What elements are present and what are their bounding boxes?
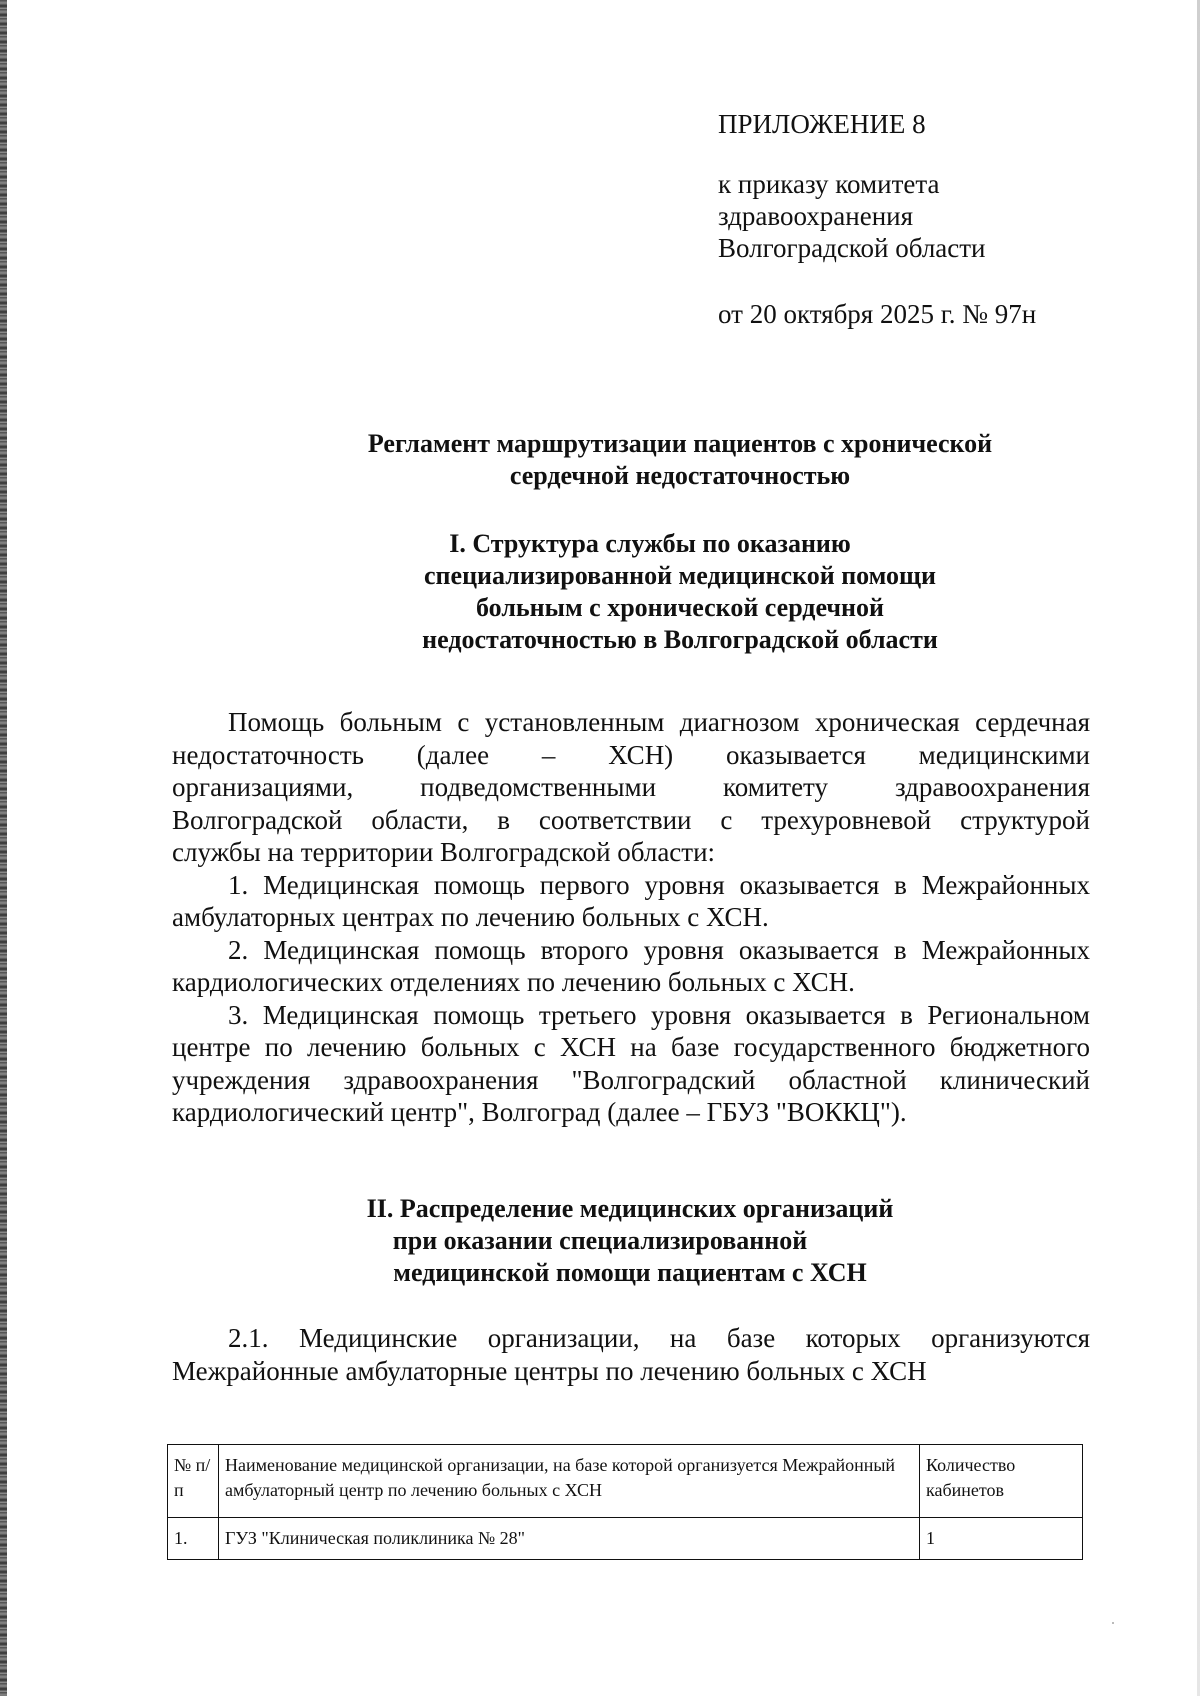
organizations-table (167, 1444, 1083, 1560)
text-line: центре по лечению больных с ХСН на базе государственного бюджетного (172, 1032, 1090, 1062)
title-line: недостаточностью в Волгоградской области (422, 625, 938, 654)
title-line: больным с хронической сердечной (476, 593, 884, 622)
appendix-date: от 20 октября 2025 г. № 97н (718, 299, 1037, 329)
document-title (330, 428, 1030, 492)
text-line: кардиологический центр", Волгоград (далее – ГБУЗ "ВОККЦ"). (172, 1097, 907, 1127)
text-line: недостаточность (далее – ХСН) оказывается медицинскими (172, 739, 1090, 770)
appendix-line: к приказу комитета (718, 169, 940, 199)
cell-cabinets: 1 (920, 1518, 1083, 1560)
title-line: II. Распределение медицинских организаций (366, 1194, 894, 1223)
text-line: Межрайонные амбулаторные центры по лечению больных с ХСН (172, 1355, 927, 1386)
text-line: службы на территории Волгоградской области: (172, 837, 716, 867)
appendix-line: Волгоградской области (718, 233, 986, 263)
cell-organization: ГУЗ "Клиническая поликлиника № 28" (219, 1518, 920, 1560)
cell-number: 1. (168, 1518, 219, 1560)
header-cabinets: Количество кабинетов (920, 1445, 1083, 1518)
title-line: специализированной медицинской помощи (424, 561, 936, 590)
text-line: амбулаторных центрах по лечению больных с ХСН. (172, 902, 769, 932)
title-line: Регламент маршрутизации пациентов с хронической (367, 429, 993, 458)
header-number: № п/п (168, 1445, 219, 1518)
text-line: организациями, подведомственными комитету здравоохранения (172, 772, 1090, 802)
text-line: кардиологических отделениях по лечению больных с ХСН. (172, 967, 855, 997)
text-line: учреждения здравоохранения "Волгоградский областной клинический (172, 1064, 1090, 1095)
title-line: сердечной недостаточностью (509, 461, 851, 490)
title-line: I. Структура службы по оказанию (449, 529, 851, 558)
title-line: при оказании специализированной (392, 1226, 808, 1255)
text-line: 1. Медицинская помощь первого уровня оказывается в Межрайонных (228, 869, 1090, 900)
text-line: 3. Медицинская помощь третьего уровня оказывается в Региональном (228, 999, 1090, 1030)
text-line: Помощь больным с установленным диагнозом хроническая сердечная (228, 707, 1090, 737)
text-line: Волгоградской области, в соответствии с трехуровневой структурой (172, 804, 1090, 835)
table-header-row (168, 1445, 1083, 1518)
table-row (168, 1518, 1083, 1560)
scan-edge-left (0, 0, 7, 1696)
paragraph-2-1 (172, 1322, 1090, 1387)
text-line: 2. Медицинская помощь второго уровня оказывается в Межрайонных (228, 934, 1090, 965)
paragraph-structure (172, 706, 1090, 1129)
section-2-title (320, 1193, 940, 1289)
header-organization: Наименование медицинской организации, на базе которой организуется Межрайонный амбулаторный центр по лечению больных с ХСН (219, 1445, 920, 1518)
appendix-line: здравоохранения (718, 201, 914, 231)
text-line: 2.1. Медицинские организации, на базе которых организуются (228, 1323, 1090, 1353)
section-1-title (360, 528, 1000, 656)
appendix-header (718, 108, 1036, 330)
title-line: медицинской помощи пациентам с ХСН (393, 1258, 867, 1287)
scan-speck (1112, 1622, 1114, 1624)
appendix-label: ПРИЛОЖЕНИЕ 8 (718, 109, 926, 139)
